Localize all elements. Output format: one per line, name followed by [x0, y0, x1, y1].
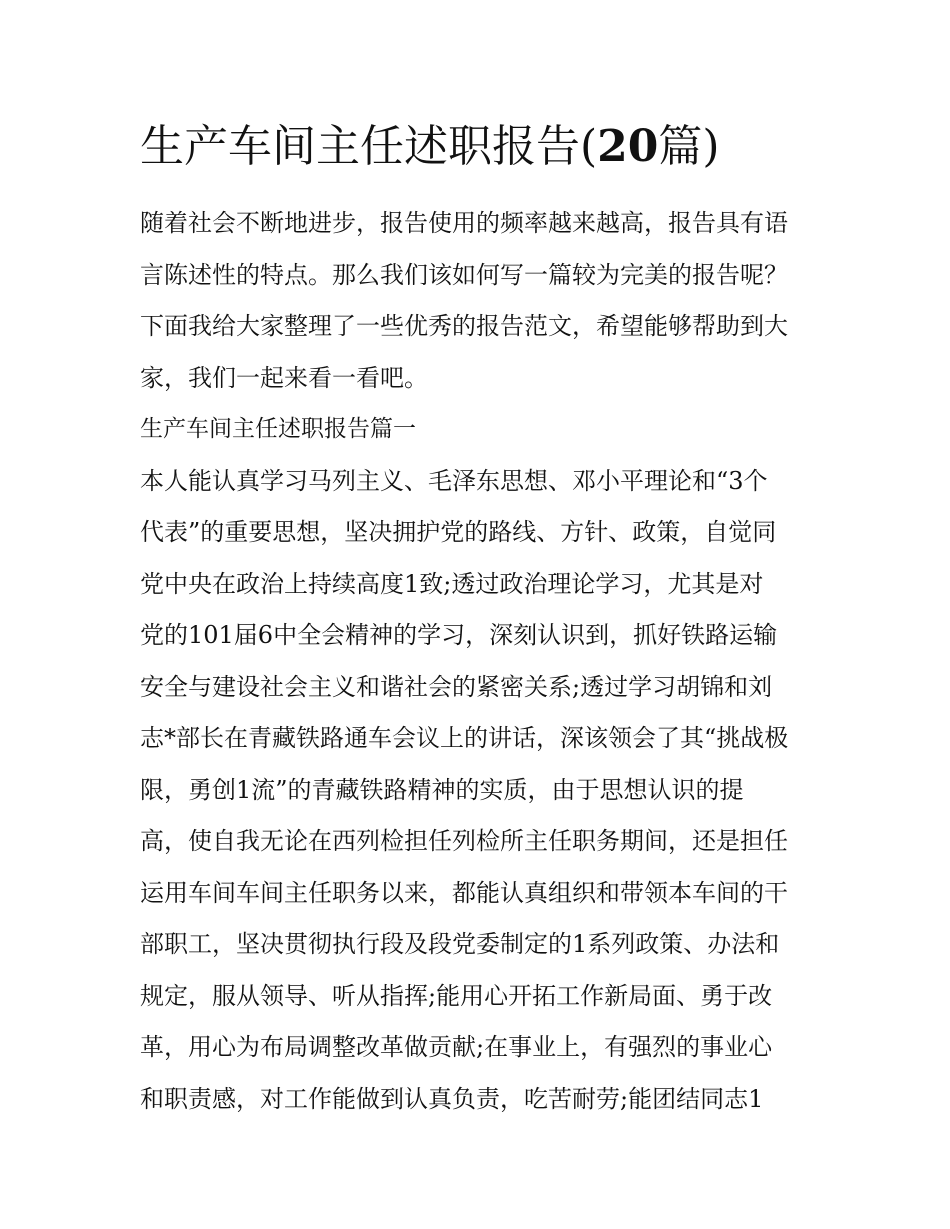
body-line-13: 和职责感，对工作能做到认真负责，吃苦耐劳;能团结同志1	[140, 1084, 764, 1113]
body-line-7: 限，勇创1流”的青藏铁路精神的实质，由于思想认识的提	[140, 775, 744, 804]
body-line-3: 党中央在政治上持续高度1致;透过政治理论学习，尤其是对	[140, 569, 764, 598]
title-number: 20	[597, 121, 659, 172]
body-line-10: 部职工，坚决贯彻执行段及段党委制定的1系列政策、办法和	[140, 930, 780, 958]
intro-line-1: 随着社会不断地进步，报告使用的频率越来越高，报告具有语	[140, 209, 788, 237]
document-body	[140, 198, 830, 1125]
title-prefix: 生产车间主任述职报告(	[140, 121, 598, 172]
body-line-2: 代表”的重要思想，坚决拥护党的路线、方针、政策，自觉同	[140, 518, 777, 546]
intro-line-4: 家，我们一起来看一看吧。	[140, 363, 428, 392]
body-line-12: 革，用心为布局调整改革做贡献;在事业上，有强烈的事业心	[140, 1033, 773, 1061]
document-title	[140, 112, 830, 182]
title-suffix: 篇)	[658, 121, 720, 172]
section-heading: 生产车间主任述职报告篇一	[140, 416, 416, 442]
body-line-4: 党的101届6中全会精神的学习，深刻认识到，抓好铁路运输	[140, 621, 778, 649]
body-line-1: 本人能认真学习马列主义、毛泽东思想、邓小平理论和“3个	[140, 466, 768, 495]
body-line-11: 规定，服从领导、听从指挥;能用心开拓工作新局面、勇于改	[140, 981, 773, 1010]
body-line-5: 安全与建设社会主义和谐社会的紧密关系;透过学习胡锦和刘	[140, 672, 773, 701]
intro-line-2: 言陈述性的特点。那么我们该如何写一篇较为完美的报告呢？	[140, 260, 788, 289]
body-line-8: 高，使自我无论在西列检担任列检所主任职务期间，还是担任	[140, 827, 788, 855]
intro-line-3: 下面我给大家整理了一些优秀的报告范文，希望能够帮助到大	[140, 312, 788, 340]
body-line-9: 运用车间车间主任职务以来，都能认真组织和带领本车间的干	[140, 878, 788, 907]
body-line-6: 志*部长在青藏铁路通车会议上的讲话，深该领会了其“挑战极	[140, 724, 789, 752]
